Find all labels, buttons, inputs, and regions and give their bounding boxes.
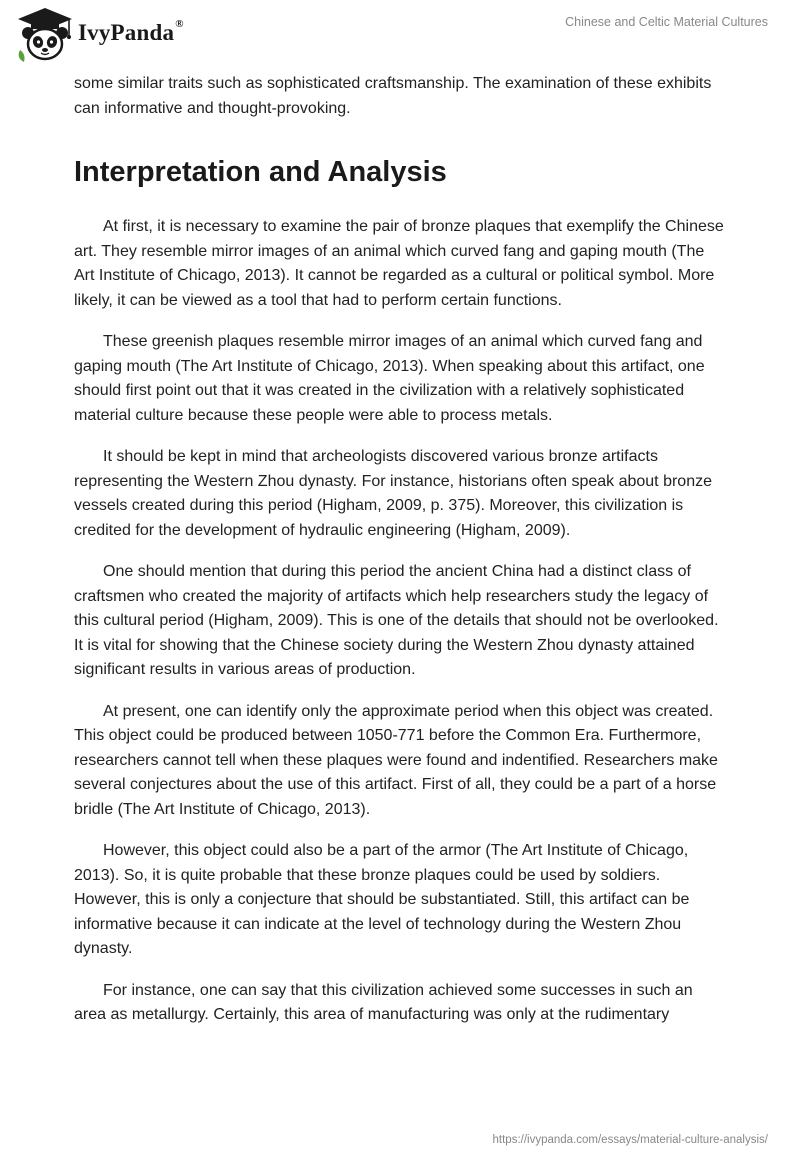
panda-graduate-logo-icon[interactable] [14, 6, 76, 64]
paragraph: It should be kept in mind that archeologists discovered various bronze artifacts representing the Western Zhou dynasty. For instance, historians often speak about bronze vessels created during this period (Higham, 2009, p. 375). Moreover, this civilization is credited for the development of hydraulic engineering (Higham, 2009). [74, 448, 712, 539]
source-url[interactable]: https://ivypanda.com/essays/material-culture-analysis/ [492, 1134, 768, 1146]
paragraph: These greenish plaques resemble mirror images of an animal which curved fang and gaping mouth (The Art Institute of Chicago, 2013). When speaking about this artifact, one should first point out that it was created in the civilization with a relatively sophisticated material culture because these people were able to process metals. [74, 333, 705, 424]
running-title: Chinese and Celtic Material Cultures [565, 15, 768, 29]
paragraph: At present, one can identify only the approximate period when this object was created. This object could be produced between 1050-771 before the Common Era. Furthermore, researchers cannot tell when these plaques were found and indentified. Researchers make several conjectures about the use of this artifact. First of all, they could be a part of a horse bridle (The Art Institute of Chicago, 2013). [74, 702, 718, 818]
paragraph: However, this object could also be a part of the armor (The Art Institute of Chicago, 2013). So, it is quite probable that these bronze plaques could be used by soldiers. However, this is only a conjecture that should be substantiated. Still, this artifact can be informative because it can indicate at the level of technology during the Western Zhou dynasty. [74, 842, 690, 957]
brand-name[interactable]: IvyPanda® [78, 18, 184, 45]
section-heading: Interpretation and Analysis [74, 156, 447, 188]
page-header [0, 0, 800, 70]
paragraph: At first, it is necessary to examine the pair of bronze plaques that exemplify the Chinese art. They resemble mirror images of an animal which curved fang and gaping mouth (The Art Institute of Chicago, 2013). It cannot be regarded as a cultural or political symbol. More likely, it can be viewed as a tool that had to perform certain functions. [74, 218, 724, 309]
paragraph: One should mention that during this period the ancient China had a distinct class of craftsmen who created the majority of artifacts which help researchers study the legacy of this cultural period (Higham, 2009). This is one of the details that should not be overlooked. It is vital for showing that the Chinese society during the Western Zhou dynasty attained significant results in various areas of production. [74, 563, 719, 678]
essay-content [74, 72, 724, 1045]
paragraph: For instance, one can say that this civilization achieved some successes in such an area as metallurgy. Certainly, this area of manufacturing was only at the rudimentary [74, 981, 693, 1023]
intro-paragraph: some similar traits such as sophisticated craftsmanship. The examination of these exhibits can informative and thought-provoking. [74, 75, 712, 117]
